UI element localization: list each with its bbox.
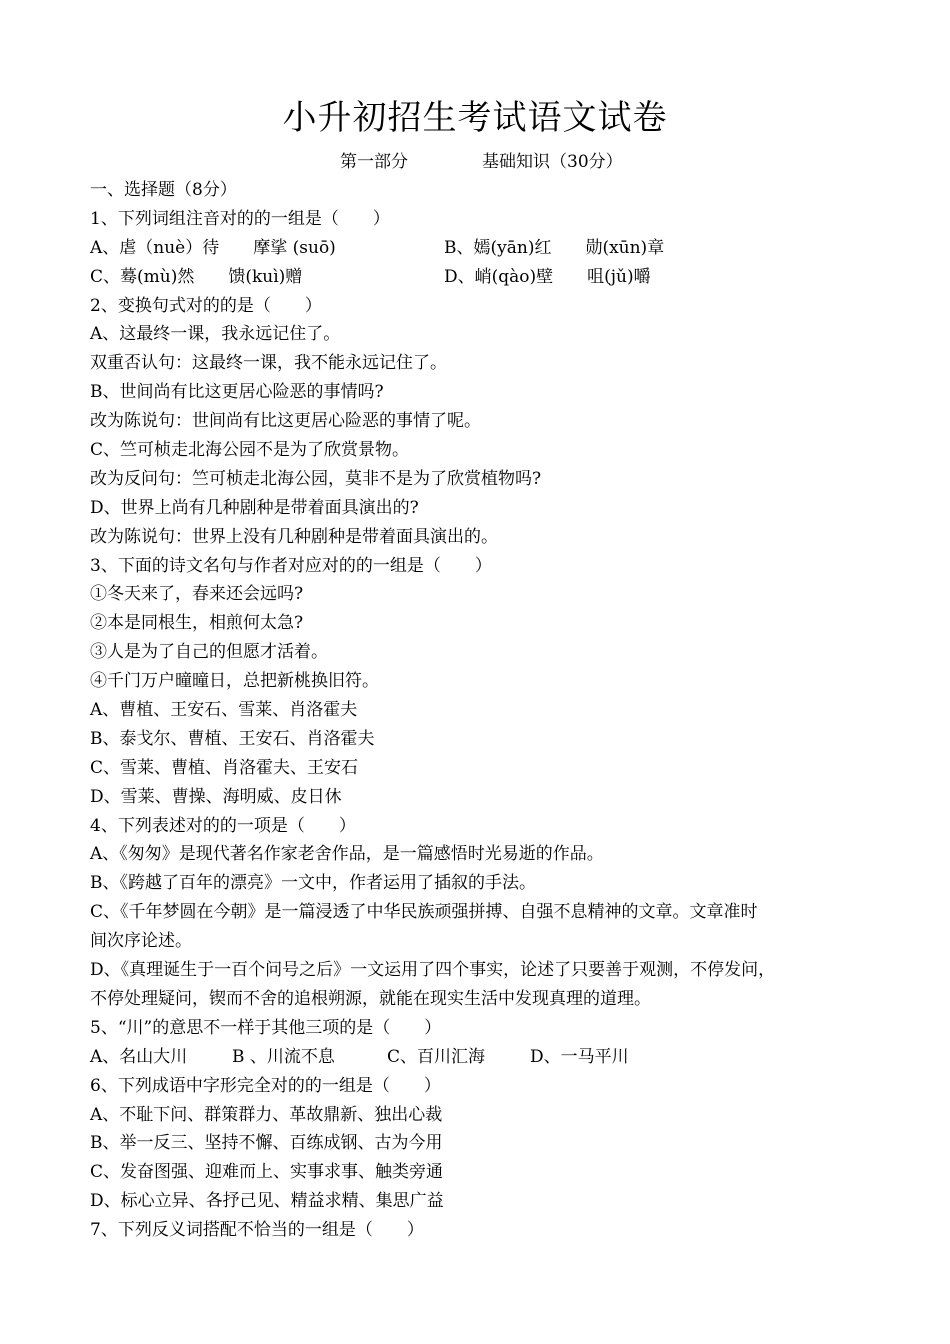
section-heading: 一、选择题（8分） bbox=[90, 180, 237, 200]
section-label: 基础知识（30分） bbox=[482, 152, 623, 172]
q2-option-c: C、竺可桢走北海公园不是为了欣赏景物。 bbox=[90, 440, 410, 461]
question-4: 4、下列表述对的的一项是（ ） bbox=[90, 815, 356, 836]
question-6: 6、下列成语中字形完全对的的一组是（ ） bbox=[90, 1075, 441, 1096]
q3-verse-2: ②本是同根生，相煎何太急? bbox=[90, 613, 304, 634]
question-1: 1、下列词组注音对的的一组是（ ） bbox=[90, 208, 390, 229]
q5-options-row bbox=[90, 1043, 870, 1072]
q3-option-c: C、雪莱、曹植、肖洛霍夫、王安石 bbox=[90, 757, 359, 778]
q6-option-b: B、举一反三、坚持不懈、百练成钢、古为今用 bbox=[90, 1133, 443, 1154]
q5-option-c: C、百川汇海 bbox=[387, 1046, 486, 1067]
q5-option-a: A、名山大川 bbox=[90, 1046, 188, 1067]
q3-verse-3: ③人是为了自己的但愿才活着。 bbox=[90, 642, 328, 663]
page-title: 小升初招生考试语文试卷 bbox=[282, 98, 668, 138]
q5-option-d: D、一马平川 bbox=[530, 1046, 629, 1067]
q2-option-c-rewrite: 改为反问句：竺可桢走北海公园，莫非不是为了欣赏植物吗? bbox=[90, 468, 542, 489]
q2-option-b-rewrite: 改为陈说句：世间尚有比这更居心险恶的事情了呢。 bbox=[90, 411, 481, 432]
q1-option-d: D、峭(qào)壁 咀(jǔ)嚼 bbox=[444, 266, 651, 287]
q3-option-a: A、曹植、王安石、雪莱、肖洛霍夫 bbox=[90, 700, 358, 721]
q3-option-d: D、雪莱、曹操、海明威、皮日休 bbox=[90, 786, 342, 807]
q6-option-a: A、不耻下问、群策群力、革故鼎新、独出心裁 bbox=[90, 1104, 443, 1125]
q2-option-b: B、世间尚有比这更居心险恶的事情吗? bbox=[90, 382, 384, 403]
question-5: 5、“川”的意思不一样于其他三项的是（ ） bbox=[90, 1017, 442, 1038]
q5-option-b: B 、川流不息 bbox=[232, 1046, 335, 1067]
question-2: 2、变换句式对的的是（ ） bbox=[90, 295, 322, 316]
q1-option-c: C、蓦(mù)然 馈(kuì)赠 bbox=[90, 266, 303, 287]
q6-option-c: C、发奋图强、迎难而上、实事求事、触类旁通 bbox=[90, 1162, 444, 1183]
q1-options-row-2 bbox=[90, 263, 870, 292]
q2-option-a-rewrite: 双重否认句：这最终一课，我不能永远记住了。 bbox=[90, 353, 447, 374]
q2-option-a: A、这最终一课，我永远记住了。 bbox=[90, 324, 341, 345]
q2-option-d-rewrite: 改为陈说句：世界上没有几种剧种是带着面具演出的。 bbox=[90, 526, 498, 547]
q4-option-c-line-2: 间次序论述。 bbox=[90, 931, 192, 952]
part-label: 第一部分 bbox=[340, 152, 408, 172]
q4-option-a: A、《匆匆》是现代著名作家老舍作品，是一篇感悟时光易逝的作品。 bbox=[90, 844, 604, 865]
q6-option-d: D、标心立异、各抒己见、精益求精、集思广益 bbox=[90, 1191, 444, 1212]
q3-verse-1: ①冬天来了，春来还会远吗? bbox=[90, 584, 304, 605]
q1-option-a: A、虐（nuè）待 摩挲 (suō) bbox=[90, 237, 336, 258]
q1-option-b: B、嫣(yān)红 勋(xūn)章 bbox=[444, 237, 665, 258]
q1-options-row-1 bbox=[90, 234, 870, 263]
exam-content bbox=[90, 176, 870, 1245]
q4-option-d-line-2: 不停处理疑问，锲而不舍的追根朔源，就能在现实生活中发现真理的道理。 bbox=[90, 988, 651, 1009]
question-7: 7、下列反义词搭配不恰当的一组是（ ） bbox=[90, 1220, 424, 1241]
q4-option-c-line-1: C、《千年梦圆在今朝》是一篇浸透了中华民族顽强拼搏、自强不息精神的文章。文章准时 bbox=[90, 902, 758, 923]
q4-option-d-line-1: D、《真理诞生于一百个问号之后》一文运用了四个事实，论述了只要善于观测，不停发问， bbox=[90, 960, 776, 981]
question-3: 3、下面的诗文名句与作者对应对的的一组是（ ） bbox=[90, 555, 492, 576]
section-subtitle bbox=[340, 148, 623, 176]
q4-option-b: B、《跨越了百年的漂亮》一文中，作者运用了插叙的手法。 bbox=[90, 873, 536, 894]
q2-option-d: D、世界上尚有几种剧种是带着面具演出的? bbox=[90, 497, 419, 518]
q3-option-b: B、泰戈尔、曹植、王安石、肖洛霍夫 bbox=[90, 728, 375, 749]
q3-verse-4: ④千门万户曈曈日，总把新桃换旧符。 bbox=[90, 671, 379, 692]
